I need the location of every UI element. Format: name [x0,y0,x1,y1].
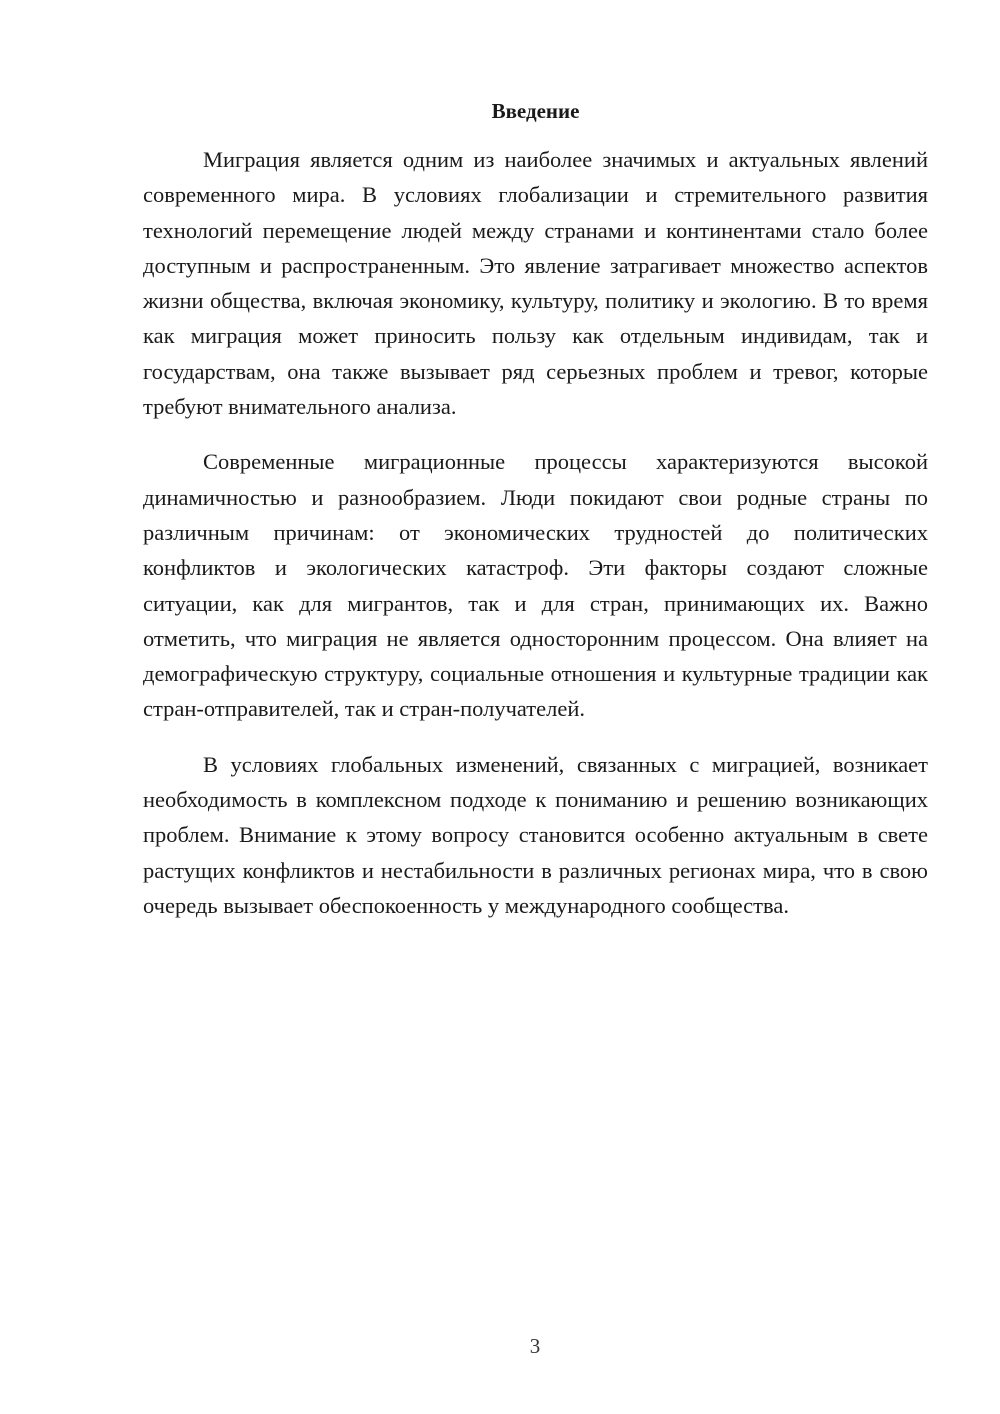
paragraph-2: Современные миграционные процессы характеризуются высокой динамичностью и разнообразием. Люди покидают свои родные страны по различным причинам: от экономических трудностей до политических конфликтов и экологических катастроф. Эти факторы создают сложные ситуации, как для мигрантов, так и для стран, принимающих их. Важно отметить, что миграция не является односторонним процессом. Она влияет на демографическую структуру, социальные отношения и культурные традиции как стран-отправителей, так и стран-получателей. [143,449,928,722]
body-text [143,142,928,943]
page-number: 3 [529,1334,541,1358]
paragraph-1: Миграция является одним из наиболее значимых и актуальных явлений современного мира. В условиях глобализации и стремительного развития технологий перемещение людей между странами и континентами стало более доступным и распространенным. Это явление затрагивает множество аспектов жизни общества, включая экономику, культуру, политику и экологию. В то время как миграция может приносить пользу как отдельным индивидам, так и государствам, она также вызывает ряд серьезных проблем и тревог, которые требуют внимательного анализа. [143,147,928,420]
paragraph-3: В условиях глобальных изменений, связанных с миграцией, возникает необходимость в комплексном подходе к пониманию и решению возникающих проблем. Внимание к этому вопросу становится особенно актуальным в свете растущих конфликтов и нестабильности в различных регионах мира, что в свою очередь вызывает обеспокоенность у международного сообщества. [143,751,928,918]
section-title: Введение [491,99,580,123]
